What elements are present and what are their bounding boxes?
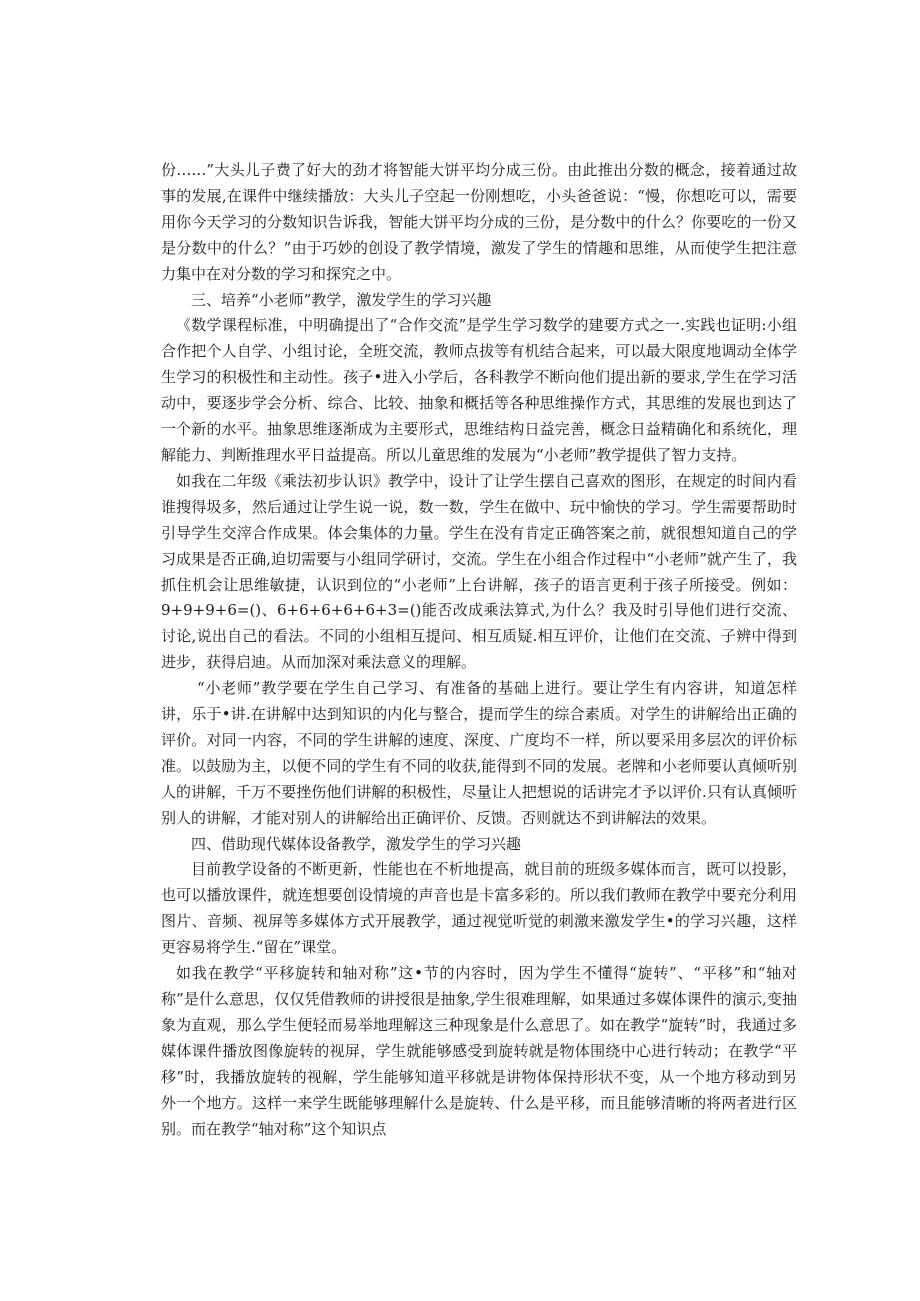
paragraph-story-continuation: 份……”大头儿子费了好大的劲才将智能大饼平均分成三份。由此推出分数的概念，接着通过故事的发展,在课件中继续播放：大头儿子空起一份刚想吃，小头爸爸说：“慢，你想吃可以，需要用你今天学习的分数知识告诉我，智能大饼平均分成的三份，是分数中的什么？你要吃的一份又是分数中的什么？”由于巧妙的创设了教学情境，激发了学生的情趣和思维，从而使学生把注意力集中在对分数的学习和探究之中。	[161, 161, 797, 283]
section-heading-3: 三、培养“小老师”教学，激发学生的学习兴趣	[191, 290, 492, 309]
document-body	[161, 158, 797, 1142]
paragraph-multimedia-devices: 目前教学设备的不断更新，性能也在不析地提高，就目前的班级多媒体而言，既可以投影，也可以播放课件，就连想要创设情境的声音也是卡富多彩的。所以我们教师在教学中要充分利用图片、音频、视屏等多媒体方式开展教学，通过视觉听觉的刺激来激发学生•的学习兴趣，这样更容易将学生.“留在”课堂。	[161, 860, 797, 957]
paragraph-little-teacher: “小老师”教学要在学生自己学习、有准备的基础上进行。要让学生有内容讲，知道怎样讲，乐于•讲.在讲解中达到知识的内化与整合，提而学生的综合素质。对学生的讲解给出正确的评价。对同一内容，不同的学生讲解的速度、深度、广度均不一样，所以要采用多层次的评价标准。以鼓励为主，以便不同的学生有不同的收获,能得到不同的发展。老牌和小老师要认真倾听别人的讲解，千万不要挫伤他们讲解的积极性，尽量让人把想说的话讲完才予以评价.只有认真倾听别人的讲解，才能对别人的讲解给出正确评价、反馈。否则就达不到讲解法的效果。	[161, 679, 797, 827]
paragraph-multiplication-example: 如我在二年级《乘法初步认识》教学中，设计了让学生摆自己喜欢的图形，在规定的时间内看谁搜得圾多，然后通过让学生说一说，数一数，学生在做中、玩中愉快的学习。学生需要帮助时引导学生交滓合作成果。体会集体的力量。学生在没有肯定正确答案之前，就很想知道自己的学习成果是否正确,迫切需要与小组同学研讨，交流。学生在小组合作过程中“小老师”就产生了，我抓住机会让思维敏捷，认识到位的“小老师”上台讲解，孩子的语言更利于孩子所接受。例如：9+9+9+6=()、6+6+6+6+6+3=()能否改成乘法算式,为什么？我及时引导他们进行交流、讨论,说出自己的看法。不同的小组相互提问、相互质疑.相互评价，让他们在交流、子辨中得到进步，获得启迪。从而加深对乘法意义的理解。	[161, 471, 797, 672]
paragraph-curriculum-standard: 《数学课程标准，中明确提出了“合作交流”是学生学习数学的建要方式之一.实践也证明:小组合作把个人自学、小组讨论，全班交流，教师点拔等有机结合起来，可以最大限度地调动全体学生学习的积极性和主动性。孩子•进入小学后，各科教学不断向他们提出新的要求,学生在学习活动中，要逐步学会分析、综合、比较、抽象和概括等各种思维操作方式，其思维的发展也到达了一个新的水平。抽象思维逐渐成为主要形式，思维结构日益完善，概念日益精确化和系统化，理解能力、判断推理水平日益提高。所以儿童思维的发展为“小老师”教学提供了智力支持。	[161, 316, 797, 464]
section-heading-4: 四、借助现代媒体设备教学，激发学生的学习兴趣	[191, 834, 522, 853]
paragraph-translation-rotation-example: 如我在教学“平移旋转和轴对称”这•节的内容时，因为学生不懂得“旋转”、“平移”和“轴对称”是什么意思，仅仅凭借教师的讲授很是抽象,学生很难理解，如果通过多媒体课件的演示,变抽象为直观，那么学生便轻而易举地理解这三种现象是什么意思了。如在教学“旋转”时，我通过多媒体课件播放图像旋转的视屏，学生就能够感受到旋转就是物体围绕中心进行转动；在教学“平移”时，我播放旋转的视解，学生能够知道平移就是讲物体保持形状不变，从一个地方移动到另外一个地方。这样一来学生既能够理解什么是旋转、什么是平移，而且能够清晰的将两者进行区别。而在教学“轴对称”这个知识点	[161, 964, 797, 1138]
